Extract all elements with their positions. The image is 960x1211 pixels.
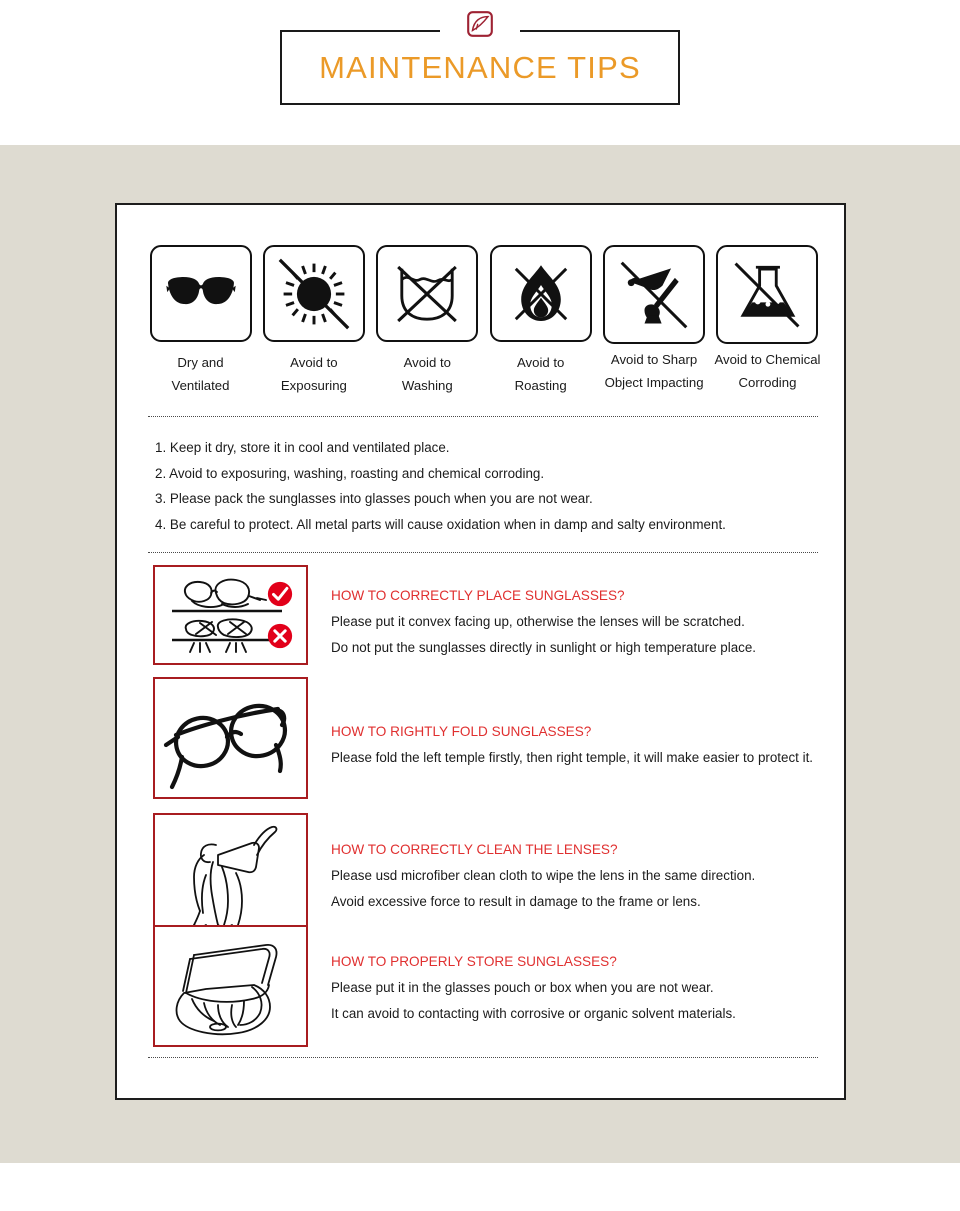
title-frame xyxy=(280,30,680,105)
instruction-text xyxy=(331,837,831,914)
care-icon-label-line2: Roasting xyxy=(514,378,567,393)
care-icon-label-line1: Avoid to xyxy=(403,355,451,370)
instruction-heading: HOW TO PROPERLY STORE SUNGLASSES? xyxy=(331,954,617,969)
instruction-heading: HOW TO CORRECTLY PLACE SUNGLASSES? xyxy=(331,588,625,603)
care-icon-label xyxy=(281,351,347,397)
care-icon-label-line1: Dry and xyxy=(177,355,224,370)
sunglasses-icon xyxy=(150,245,252,342)
no-washing-icon xyxy=(376,245,478,342)
no-flame-icon xyxy=(490,245,592,342)
instruction-line: Please usd microfiber clean cloth to wipe the lens in the same direction. xyxy=(331,868,756,883)
instruction-line: Avoid excessive force to result in damage to the frame or lens. xyxy=(331,893,701,909)
care-icon-item-dry-ventilated xyxy=(148,245,253,397)
care-icon-label-line1: Avoid to Chemical xyxy=(714,352,821,367)
page-header xyxy=(0,0,960,145)
care-icon-item-avoid-chemical xyxy=(715,245,820,397)
instruction-heading: HOW TO CORRECTLY CLEAN THE LENSES? xyxy=(331,842,618,857)
care-icon-item-avoid-sharp-object xyxy=(602,245,707,397)
tip-item: 4. Be careful to protect. All metal parts will cause oxidation when in damp and salty environment. xyxy=(155,516,726,532)
folded-glasses-illustration-icon xyxy=(153,677,308,799)
tip-item: 2. Avoid to exposuring, washing, roasting and chemical corroding. xyxy=(155,465,545,481)
no-sharp-object-icon xyxy=(603,245,705,344)
placement-badges xyxy=(267,581,293,649)
care-icon-label xyxy=(605,348,704,394)
divider-bottom xyxy=(148,1057,818,1058)
glasses-case-illustration-icon xyxy=(153,925,308,1047)
instruction-text xyxy=(331,583,831,660)
care-icon-label-line1: Avoid to xyxy=(290,355,338,370)
instruction-line: It can avoid to contacting with corrosive or organic solvent materials. xyxy=(331,1005,736,1021)
instruction-line: Please put it convex facing up, otherwise the lenses will be scratched. xyxy=(331,614,745,629)
care-icon-label-line2: Exposuring xyxy=(280,378,347,393)
instruction-text xyxy=(331,949,831,1026)
care-icon-label-line2: Corroding xyxy=(738,375,797,390)
cross-badge-icon xyxy=(267,623,293,649)
cleaning-cloth-illustration-icon xyxy=(153,813,308,935)
instruction-line: Please fold the left temple firstly, then right temple, it will make easier to protect it. xyxy=(331,750,814,765)
tips-list xyxy=(155,435,815,537)
care-icon-item-avoid-washing xyxy=(375,245,480,397)
maintenance-card xyxy=(115,203,846,1100)
page-footer-space xyxy=(0,1163,960,1211)
care-icon-label xyxy=(515,351,567,397)
care-icon-item-avoid-roasting xyxy=(488,245,593,397)
care-icon-label xyxy=(402,351,453,397)
care-icon-label xyxy=(714,348,820,394)
sun-no-exposure-icon xyxy=(263,245,365,342)
instruction-line: Do not put the sunglasses directly in sunlight or high temperature place. xyxy=(331,639,757,655)
care-icon-label-line2: Object Impacting xyxy=(604,375,704,390)
care-icon-label-line2: Ventilated xyxy=(171,378,230,393)
instruction-heading: HOW TO RIGHTLY FOLD SUNGLASSES? xyxy=(331,724,592,739)
glasses-placement-illustration-icon xyxy=(153,565,308,665)
no-chemical-icon xyxy=(716,245,818,344)
brand-wing-logo-icon xyxy=(466,10,494,38)
tip-item: 1. Keep it dry, store it in cool and ventilated place. xyxy=(155,440,450,455)
care-icon-item-avoid-exposuring xyxy=(261,245,366,397)
divider-top xyxy=(148,416,818,417)
care-icon-label-line2: Washing xyxy=(401,378,453,393)
instruction-text xyxy=(331,719,831,771)
page-title: MAINTENANCE TIPS xyxy=(319,50,641,85)
divider-middle xyxy=(148,552,818,553)
instruction-line: Please put it in the glasses pouch or box when you are not wear. xyxy=(331,980,714,995)
tip-item: 3. Please pack the sunglasses into glasses pouch when you are not wear. xyxy=(155,491,593,506)
care-icon-strip xyxy=(148,245,820,397)
care-icon-label-line1: Avoid to xyxy=(516,355,565,370)
care-icon-label xyxy=(172,351,230,397)
check-badge-icon xyxy=(267,581,293,607)
care-icon-label-line1: Avoid to Sharp xyxy=(610,352,698,367)
